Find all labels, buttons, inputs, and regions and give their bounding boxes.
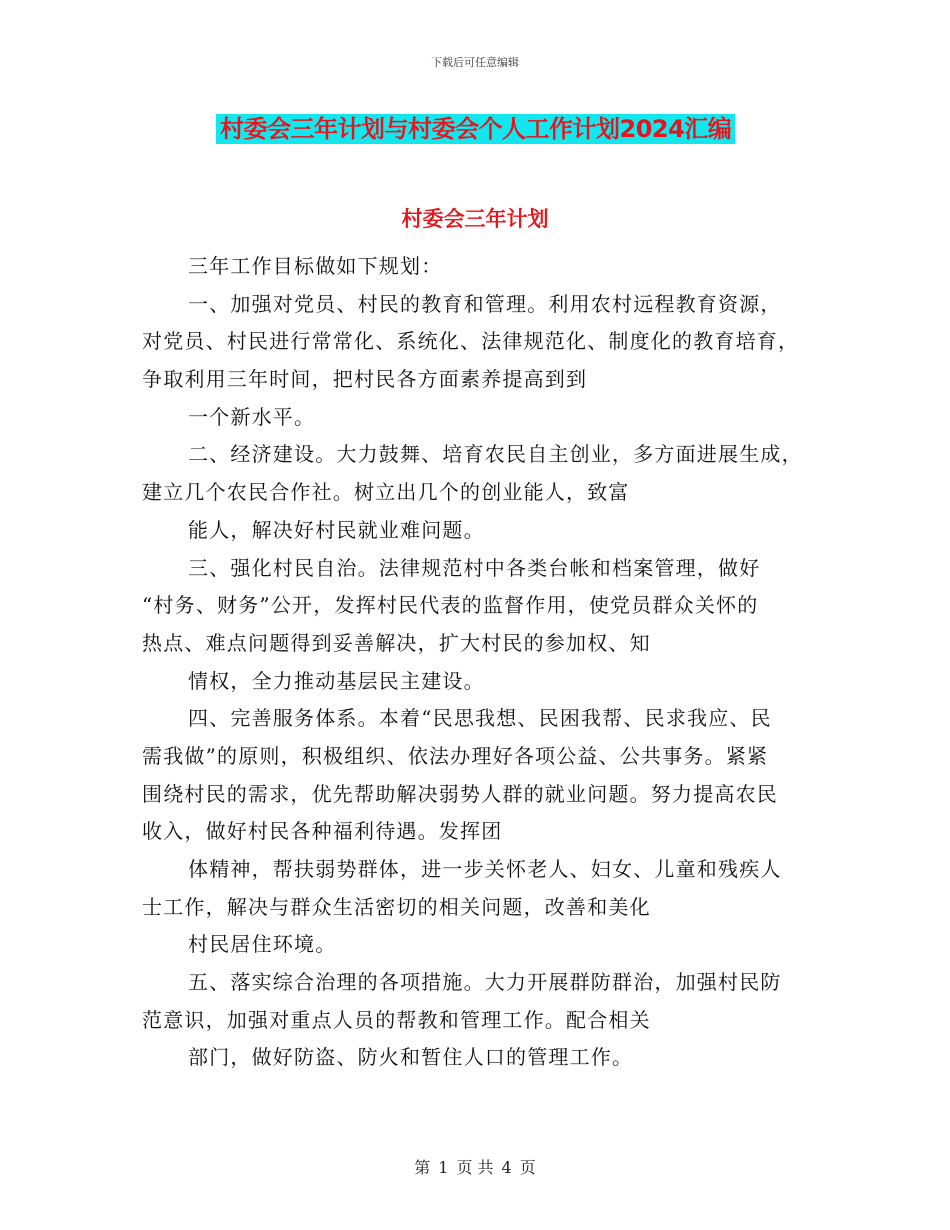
section-title: 村委会三年计划: [401, 207, 549, 231]
footer-prefix: 第: [414, 1158, 431, 1177]
body-line: 情权，全力推动基层民主建设。: [188, 668, 485, 693]
footer-middle: 页 共: [456, 1158, 494, 1177]
footer-suffix: 页: [519, 1158, 536, 1177]
body-line: 部门，做好防盗、防火和暂住人口的管理工作。: [188, 1045, 634, 1070]
body-line: 围绕村民的需求，优先帮助解决弱势人群的就业问题。努力提高农民: [142, 781, 778, 806]
body-line: 需我做”的原则，积极组织、依法办理好各项公益、公共事务。紧紧: [142, 743, 769, 768]
body-line: 建立几个农民合作社。树立出几个的创业能人，致富: [142, 480, 630, 505]
document-body: [142, 248, 812, 1077]
body-line: 收入，做好村民各种福利待遇。发挥团: [142, 819, 503, 844]
body-line: 一个新水平。: [188, 404, 316, 429]
page-footer: [0, 1155, 950, 1178]
body-line: 四、完善服务体系。本着“民思我想、民困我帮、民求我应、民: [188, 706, 772, 731]
body-line: 能人，解决好村民就业难问题。: [188, 517, 485, 542]
document-title: 村委会三年计划与村委会个人工作计划2024汇编: [216, 114, 735, 144]
body-line: 体精神，帮扶弱势群体，进一步关怀老人、妇女、儿童和残疾人: [188, 857, 782, 881]
body-line: 一、加强对党员、村民的教育和管理。利用农村远程教育资源，: [188, 291, 782, 316]
total-page-count: 4: [501, 1158, 512, 1177]
header-note: 下载后可任意编辑: [431, 56, 519, 69]
body-line: 争取利用三年时间，把村民各方面素养提高到到: [142, 367, 588, 392]
body-line: 五、落实综合治理的各项措施。大力开展群防群治，加强村民防: [188, 970, 782, 995]
body-line: 三、强化村民自治。法律规范村中各类台帐和档案管理，做好: [188, 555, 761, 580]
body-line: “村务、财务”公开，发挥村民代表的监督作用，使党员群众关怀的: [142, 593, 759, 618]
body-line: 对党员、村民进行常常化、系统化、法律规范化、制度化的教育培育，: [142, 329, 800, 354]
body-line: 士工作，解决与群众生活密切的相关问题，改善和美化: [142, 894, 651, 919]
body-line: 二、经济建设。大力鼓舞、培育农民自主创业，多方面进展生成，: [188, 442, 803, 467]
body-line: 三年工作目标做如下规划：: [188, 254, 443, 278]
current-page-number: 1: [438, 1158, 449, 1177]
body-line: 热点、难点问题得到妥善解决，扩大村民的参加权、知: [142, 630, 651, 655]
body-line: 村民居住环境。: [188, 932, 337, 957]
body-line: 范意识，加强对重点人员的帮教和管理工作。配合相关: [142, 1007, 651, 1032]
